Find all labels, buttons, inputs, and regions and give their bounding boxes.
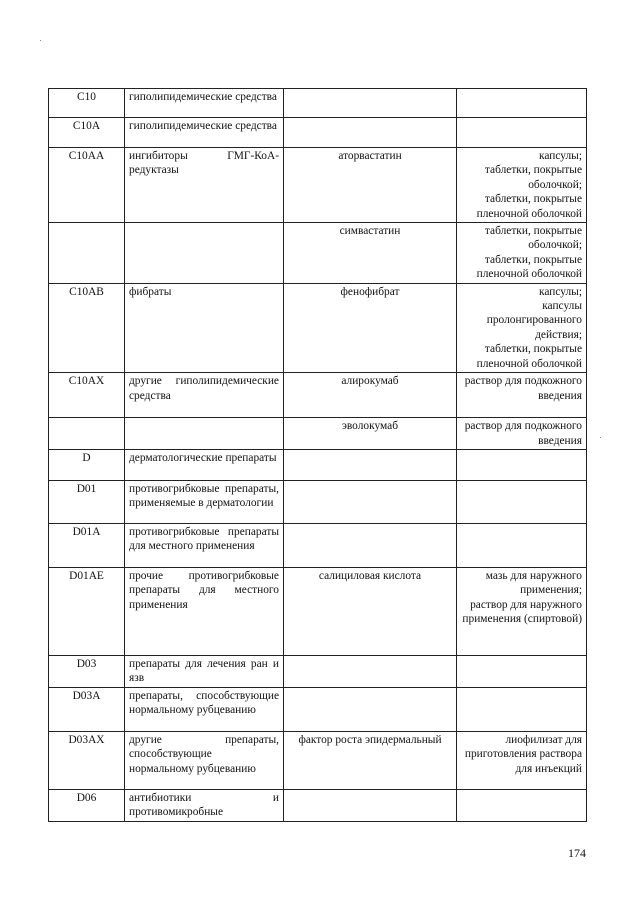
anatomical-group-cell: прочие противогрибковые препараты для местного применения bbox=[125, 567, 284, 655]
medicine-name-cell bbox=[284, 523, 457, 567]
medicine-name-cell: аторвастатин bbox=[284, 148, 457, 223]
dosage-forms-cell bbox=[457, 687, 587, 731]
dosage-forms-cell bbox=[457, 148, 587, 223]
medicine-name-cell: эволокумаб bbox=[284, 418, 457, 450]
medicine-name-cell: фактор роста эпидермальный bbox=[284, 731, 457, 789]
atc-code-cell: C10AA bbox=[49, 148, 125, 223]
medicine-name-cell bbox=[284, 687, 457, 731]
table-row bbox=[49, 567, 587, 655]
atc-code-cell: D01A bbox=[49, 523, 125, 567]
dosage-forms-cell bbox=[457, 89, 587, 118]
table-row bbox=[49, 523, 587, 567]
table-row bbox=[49, 731, 587, 789]
atc-code-cell bbox=[49, 418, 125, 450]
atc-code-cell: D01AE bbox=[49, 567, 125, 655]
medicine-name-cell bbox=[284, 118, 457, 148]
scan-speck bbox=[40, 40, 41, 41]
anatomical-group-cell: другие препараты, способствующие нормальному рубцеванию bbox=[125, 731, 284, 789]
scan-speck bbox=[600, 437, 601, 438]
atc-code-cell: D03AX bbox=[49, 731, 125, 789]
atc-code-cell: D bbox=[49, 449, 125, 480]
anatomical-group-cell: противогрибковые препараты, применяемые в дерматологии bbox=[125, 480, 284, 523]
anatomical-group-cell: фибраты bbox=[125, 283, 284, 372]
dosage-form-item: раствор для наружного применения (спиртовой) bbox=[462, 598, 582, 626]
table-row bbox=[49, 148, 587, 223]
medicine-name-cell: фенофибрат bbox=[284, 283, 457, 372]
medicine-name-cell: симвастатин bbox=[284, 223, 457, 284]
medicine-name-cell bbox=[284, 789, 457, 821]
anatomical-group-cell: ингибиторы ГМГ-КоА-редуктазы bbox=[125, 148, 284, 223]
anatomical-group-cell: препараты, способствующие нормальному рубцеванию bbox=[125, 687, 284, 731]
medicines-table bbox=[48, 88, 587, 822]
atc-code-cell: D03A bbox=[49, 687, 125, 731]
medicine-name-cell bbox=[284, 655, 457, 687]
medicine-name-cell bbox=[284, 449, 457, 480]
atc-code-cell: D03 bbox=[49, 655, 125, 687]
dosage-forms-cell bbox=[457, 789, 587, 821]
dosage-form-item: раствор для подкожного введения bbox=[464, 420, 582, 447]
medicine-name-cell bbox=[284, 480, 457, 523]
dosage-forms-cell bbox=[457, 418, 587, 450]
atc-code-cell: D01 bbox=[49, 480, 125, 523]
anatomical-group-cell: препараты для лечения ран и язв bbox=[125, 655, 284, 687]
anatomical-group-cell: гиполипидемические средства bbox=[125, 118, 284, 148]
anatomical-group-cell: дерматологические препараты bbox=[125, 449, 284, 480]
atc-code-cell: C10AX bbox=[49, 373, 125, 418]
page-number: 174 bbox=[568, 846, 586, 860]
dosage-form-item: таблетки, покрытые оболочкой; bbox=[484, 225, 582, 252]
dosage-forms-cell bbox=[457, 523, 587, 567]
table-row bbox=[49, 373, 587, 418]
dosage-form-item: таблетки, покрытые пленочной оболочкой bbox=[476, 253, 582, 281]
dosage-form-item: таблетки, покрытые оболочкой; bbox=[484, 164, 582, 191]
table-row bbox=[49, 223, 587, 284]
dosage-forms-cell bbox=[457, 449, 587, 480]
dosage-form-item: таблетки, покрытые пленочной оболочкой bbox=[476, 193, 582, 220]
anatomical-group-cell: антибиотики и противомикробные bbox=[125, 789, 284, 821]
anatomical-group-cell: другие гиполипидемические средства bbox=[125, 373, 284, 418]
dosage-forms-cell bbox=[457, 283, 587, 372]
dosage-form-item: лиофилизат для приготовления раствора для инъекций bbox=[464, 733, 582, 775]
atc-code-cell: C10AB bbox=[49, 283, 125, 372]
table-body bbox=[49, 89, 587, 822]
dosage-forms-cell bbox=[457, 373, 587, 418]
dosage-forms-cell bbox=[457, 118, 587, 148]
anatomical-group-cell: гиполипидемические средства bbox=[125, 89, 284, 118]
dosage-form-item: капсулы; bbox=[539, 150, 582, 162]
dosage-forms-cell bbox=[457, 731, 587, 789]
atc-code-cell bbox=[49, 223, 125, 284]
table-row bbox=[49, 418, 587, 450]
medicine-name-cell: алирокумаб bbox=[284, 373, 457, 418]
atc-code-cell: D06 bbox=[49, 789, 125, 821]
anatomical-group-cell: противогрибковые препараты для местного применения bbox=[125, 523, 284, 567]
atc-code-cell: C10 bbox=[49, 89, 125, 118]
dosage-forms-cell bbox=[457, 655, 587, 687]
table-row bbox=[49, 655, 587, 687]
dosage-forms-cell bbox=[457, 567, 587, 655]
dosage-forms-cell bbox=[457, 223, 587, 284]
table-row bbox=[49, 89, 587, 118]
table-row bbox=[49, 480, 587, 523]
table-row bbox=[49, 789, 587, 821]
dosage-form-item: раствор для подкожного введения bbox=[464, 375, 582, 402]
dosage-form-item: капсулы; bbox=[539, 285, 582, 298]
table-row bbox=[49, 283, 587, 372]
table-row bbox=[49, 118, 587, 148]
dosage-form-item: мазь для наружного применения; bbox=[485, 569, 582, 597]
anatomical-group-cell bbox=[125, 418, 284, 450]
medicine-name-cell bbox=[284, 89, 457, 118]
table-row bbox=[49, 687, 587, 731]
dosage-forms-cell bbox=[457, 480, 587, 523]
medicine-name-cell: салициловая кислота bbox=[284, 567, 457, 655]
anatomical-group-cell bbox=[125, 223, 284, 284]
table-row bbox=[49, 449, 587, 480]
dosage-form-item: таблетки, покрытые пленочной оболочкой bbox=[476, 343, 582, 370]
dosage-form-item: капсулы пролонгированного действия; bbox=[486, 300, 582, 341]
atc-code-cell: C10A bbox=[49, 118, 125, 148]
